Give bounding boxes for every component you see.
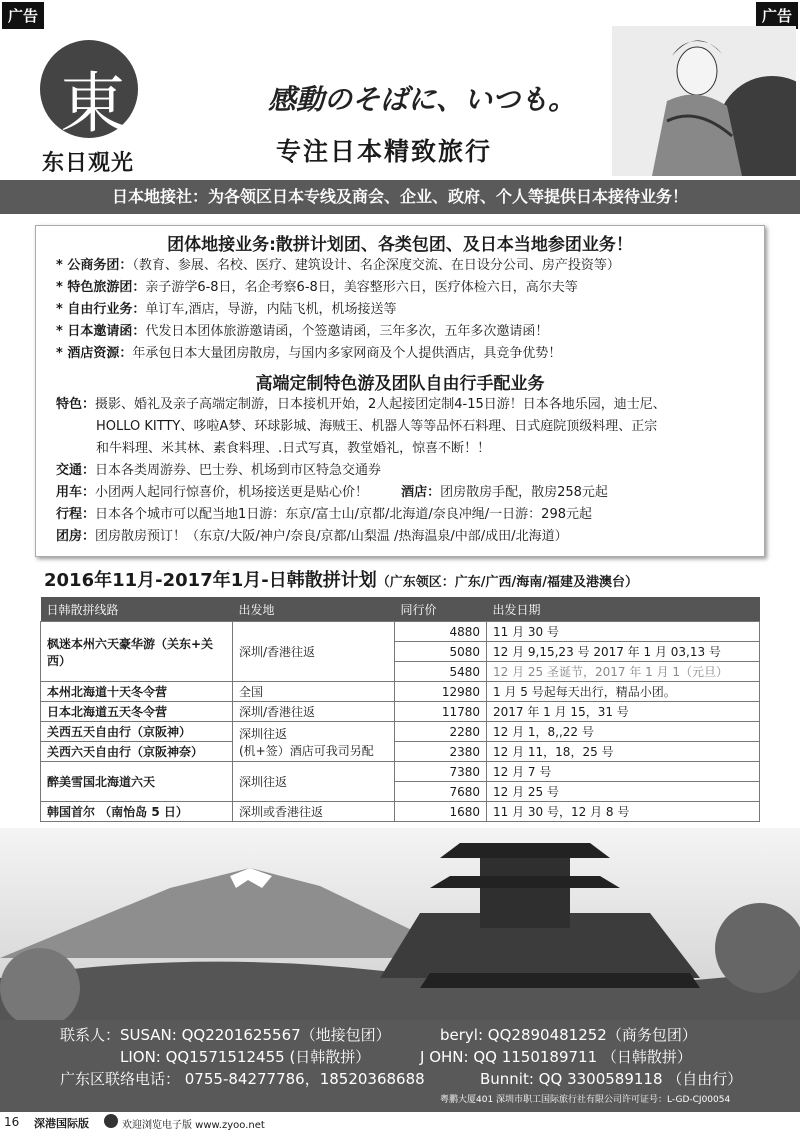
zyoo-logo-icon: [104, 1114, 118, 1128]
service-item: * 日本邀请函：代发日本团体旅游邀请函，个签邀请函，三年多次，五年多次邀请函！: [56, 324, 549, 339]
tour-table: [40, 597, 760, 822]
service-item: * 公商务团：（教育、参展、名校、医疗、建筑设计、名企深度交流、在日设分公司、房产投资等）: [56, 258, 620, 273]
table-row: 5480 12 月 25 圣诞节，2017 年 1 月 1（元旦）: [41, 662, 760, 682]
contact-phone: 广东区联络电话： 0755-84277786，18520368688: [60, 1070, 425, 1088]
logo-char: 東: [60, 65, 126, 142]
service-item: * 特色旅游团：亲子游学6-8日，名企考察6-8日，美容整形六日，医疗体检六日，高尔夫等: [56, 280, 578, 295]
table-row: 枫迷本州六天豪华游（关东+关西） 深圳/香港往返 4880 11 月 30 号: [41, 622, 760, 642]
contact-susan: 联系人：SUSAN: QQ2201625567（地接包团）: [60, 1026, 391, 1044]
custom-heading: 高端定制特色游及团队自由行手配业务: [255, 374, 545, 394]
license-address: 粤鹏大厦401 深圳市职工国际旅行社有限公司许可证号：L-GD-CJ00054: [440, 1095, 731, 1105]
table-row: 醉美雪国北海道六天 深圳往返 7380 12 月 7 号: [41, 762, 760, 782]
ad-tag-right: 广告: [756, 2, 798, 29]
service-item: * 酒店资源：年承包日本大量团房散房，与国内多家网商及个人提供酒店，具竞争优势！: [56, 346, 562, 361]
ad-tag-left: 广告: [2, 2, 44, 29]
table-row: 日本北海道五天冬令营 深圳/香港往返 11780 2017 年 1 月 15，31 号: [41, 702, 760, 722]
page-number: 16: [4, 1115, 20, 1129]
slogan: 感動のそばに、いつも。: [268, 83, 577, 116]
table-header: 日韩散拼线路 出发地 同行价 出发日期: [41, 597, 760, 622]
service-item: * 自由行业务：单订车,酒店，导游，内陆飞机，机场接送等: [56, 302, 397, 317]
plan-title: 2016年11月-2017年1月-日韩散拼计划（广东领区：广东/广西/海南/福建及港澳台）: [44, 570, 638, 591]
table-row: 关西五天自由行（京阪神） 深圳往返 (机+签）酒店可我司另配 2280 12 月 1，8,,22 号: [41, 722, 760, 742]
contact-beryl: beryl: QQ2890481252（商务包团）: [440, 1026, 697, 1044]
geisha-illustration: [612, 26, 796, 176]
services-panel: [35, 225, 765, 557]
car-hotel-line: 用车：小团两人起同行惊喜价，机场接送更是贴心价！ 酒店：团房散房手配，散房258元起: [56, 485, 608, 500]
services-heading: 团体地接业务:散拼计划团、各类包团、及日本当地参团业务！: [167, 235, 633, 255]
shared-origin: 深圳往返 (机+签）酒店可我司另配: [233, 722, 395, 762]
edition-label: 深港国际版: [34, 1117, 89, 1130]
table-row: 韩国首尔 （南怡岛 5 日） 深圳或香港往返 1680 11 月 30 号，12 月 8 号: [41, 802, 760, 822]
website-link[interactable]: 欢迎浏览电子版 www.zyoo.net: [122, 1120, 265, 1131]
table-row: 关西六天自由行（京阪神奈） 2380 12 月 11，18，25 号: [41, 742, 760, 762]
table-row: 本州北海道十天冬令营 全国 12980 1 月 5 号起每天出行，精品小团。: [41, 682, 760, 702]
fuji-pagoda-scene: [0, 828, 800, 1024]
feature-block: 特色：摄影、婚礼及亲子高端定制游，日本接机开始，2人起接团定制4-15日游！日本各地乐园，迪士尼、 HOLLO KITTY、哆啦A梦、环球影城、海贼王、机器人等等品怀石料理、日式庭院顶级料理、正宗 和牛料理、米其林、素食料理、.日式写真，教堂婚礼，惊喜不断！！: [56, 397, 666, 456]
page-footer: [0, 1112, 800, 1132]
banner-bar: 日本地接社：为各领区日本专线及商会、企业、政府、个人等提供日本接待业务！: [0, 180, 800, 214]
contact-panel: [0, 1020, 800, 1112]
table-row: 5080 12 月 9,15,23 号 2017 年 1 月 03,13 号: [41, 642, 760, 662]
rooms-line: 团房：团房散房预订！（东京/大阪/神户/奈良/京都/山梨温 /热海温泉/中部/成田/北海道）: [56, 529, 568, 544]
traffic-line: 交通：日本各类周游券、巴士券、机场到市区特急交通券: [56, 463, 382, 478]
table-row: 7680 12 月 25 号: [41, 782, 760, 802]
brand-name: 东日观光: [42, 151, 135, 176]
itinerary-line: 行程：日本各个城市可以配当地1日游：东京/富士山/京都/北海道/奈良冲绳/一日游：298元起: [56, 507, 592, 522]
contact-john: J OHN: QQ 1150189711 （日韩散拼）: [420, 1048, 692, 1066]
focus-headline: 专注日本精致旅行: [276, 137, 493, 166]
contact-lion: LION: QQ1571512455 (日韩散拼）: [120, 1048, 371, 1066]
logo-emblem: [40, 40, 138, 142]
contact-bunnit: Bunnit: QQ 3300589118 （自由行）: [480, 1070, 743, 1088]
